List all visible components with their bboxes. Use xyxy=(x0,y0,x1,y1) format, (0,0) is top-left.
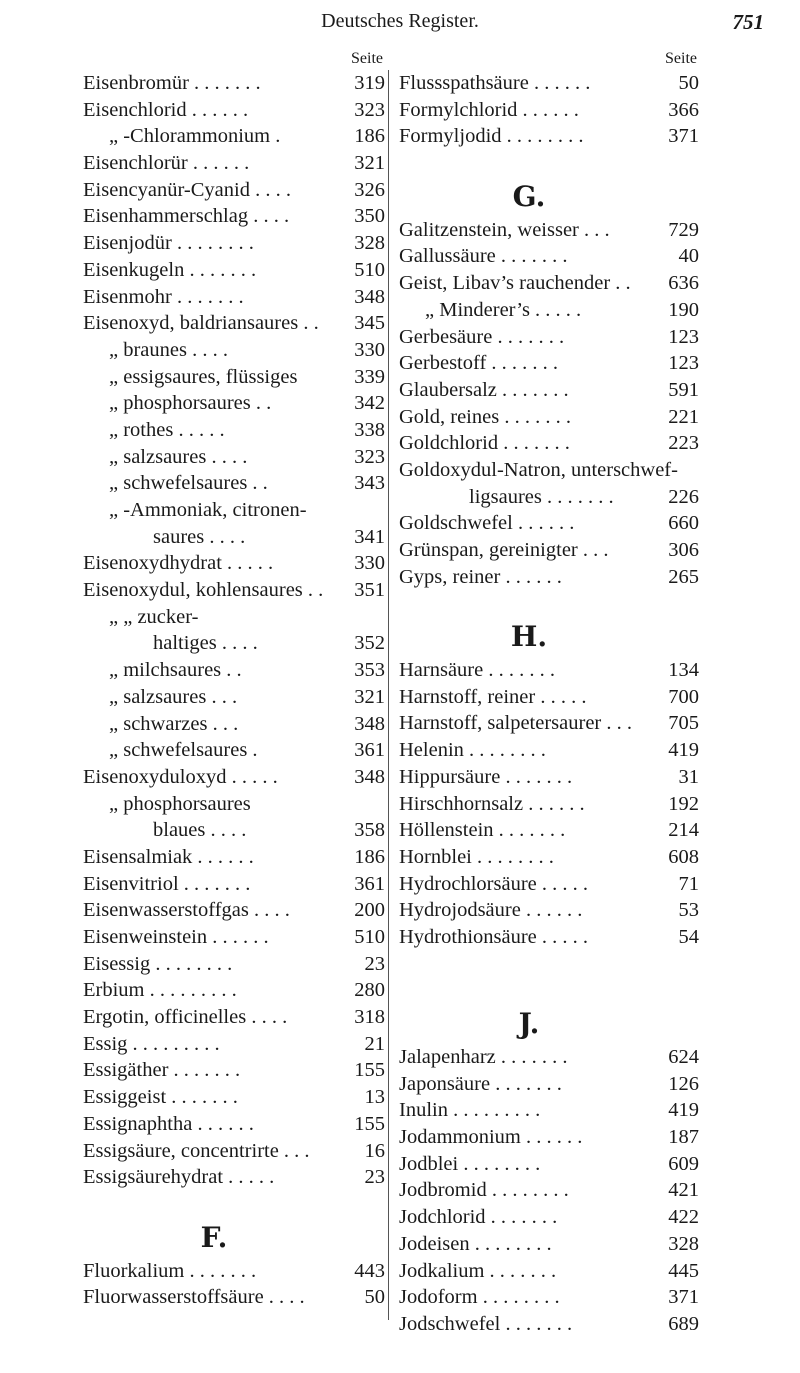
index-entry xyxy=(399,484,699,511)
right-entries xyxy=(399,70,699,1338)
entry-label: Essigsäure, concentrirte . . . xyxy=(83,1139,310,1162)
index-entry xyxy=(399,844,699,871)
entry-page: 186 xyxy=(354,125,385,148)
index-entry xyxy=(83,711,385,738)
index-entry xyxy=(399,1311,699,1338)
entry-label: „ essigsaures, flüssiges xyxy=(109,365,298,388)
entry-label: Hydrojodsäure . . . . . . xyxy=(399,899,583,922)
blank-line xyxy=(399,590,699,617)
entry-page: 353 xyxy=(354,659,385,682)
index-entry xyxy=(83,871,385,898)
entry-page: 23 xyxy=(364,1166,385,1189)
entry-label: Essignaphtha . . . . . . xyxy=(83,1112,254,1135)
entry-page: 350 xyxy=(354,205,385,228)
entry-page: 319 xyxy=(354,72,385,94)
entry-label: Eisessig . . . . . . . . xyxy=(83,952,233,975)
entry-page: 226 xyxy=(668,485,699,508)
entry-label: saures . . . . xyxy=(153,525,246,548)
entry-page: 318 xyxy=(354,1006,385,1029)
entry-label: „ braunes . . . . xyxy=(109,338,228,361)
entry-label: Harnstoff, salpetersaurer . . . xyxy=(399,712,633,735)
entry-label: Harnstoff, reiner . . . . . xyxy=(399,685,587,708)
entry-page: 323 xyxy=(354,98,385,121)
index-entry xyxy=(399,791,699,818)
page-title: Deutsches Register. xyxy=(321,10,479,32)
index-entry xyxy=(83,150,385,177)
entry-label: Jodoform . . . . . . . . xyxy=(399,1286,560,1309)
entry-page: 729 xyxy=(668,218,699,241)
section-letter: F. xyxy=(200,1220,228,1254)
index-entry xyxy=(399,564,699,591)
index-entry xyxy=(83,97,385,124)
entry-label: Glaubersalz . . . . . . . xyxy=(399,378,569,401)
entry-label: „ milchsaures . . xyxy=(109,659,242,682)
entry-page: 330 xyxy=(354,552,385,575)
entry-label: Jodblei . . . . . . . . xyxy=(399,1152,541,1175)
index-entry xyxy=(83,337,385,364)
entry-label: Inulin . . . . . . . . . xyxy=(399,1099,541,1122)
entry-page: 609 xyxy=(668,1152,699,1175)
entry-label: Ergotin, officinelles . . . . xyxy=(83,1006,288,1029)
index-entry xyxy=(399,123,699,150)
index-entry xyxy=(83,417,385,444)
entry-label: Formylchlorid . . . . . . xyxy=(399,98,579,121)
index-entry xyxy=(399,764,699,791)
entry-page: 422 xyxy=(668,1206,699,1229)
section-letter: H. xyxy=(510,620,548,654)
index-entry xyxy=(83,1258,385,1285)
entry-label: Helenin . . . . . . . . xyxy=(399,739,546,762)
blank-line xyxy=(83,1191,385,1218)
entry-page: 371 xyxy=(668,125,699,148)
entry-label: „ rothes . . . . . xyxy=(109,418,225,441)
index-entry xyxy=(83,203,385,230)
entry-page: 342 xyxy=(354,392,385,415)
index-entry xyxy=(399,217,699,244)
index-entry xyxy=(83,444,385,471)
entry-label: Eisenoxydhydrat . . . . . xyxy=(83,552,274,575)
entry-label: Jodeisen . . . . . . . . xyxy=(399,1232,552,1255)
entry-page: 366 xyxy=(668,98,699,121)
entry-page: 445 xyxy=(668,1259,699,1282)
entry-label: Flussspathsäure . . . . . . xyxy=(399,72,591,94)
index-entry xyxy=(399,1231,699,1258)
index-entry xyxy=(399,1177,699,1204)
entry-label: Essiggeist . . . . . . . xyxy=(83,1086,238,1109)
entry-label: Eisenhammerschlag . . . . xyxy=(83,205,290,228)
entry-label: Fluorwasserstoffsäure . . . . xyxy=(83,1286,305,1309)
index-entry xyxy=(399,510,699,537)
entry-page: 510 xyxy=(354,926,385,948)
index-entry xyxy=(83,364,385,391)
entry-label: Eisenchlorid . . . . . . xyxy=(83,98,249,121)
entry-page: 328 xyxy=(354,232,385,255)
entry-label: „ schwarzes . . . xyxy=(109,712,239,735)
entry-label: Eisensalmiak . . . . . . xyxy=(83,845,254,868)
entry-page: 280 xyxy=(354,979,385,1002)
entry-label: „ schwefelsaures . . xyxy=(109,472,268,495)
entry-label: Jalapenharz . . . . . . . xyxy=(399,1046,568,1068)
index-entry xyxy=(83,657,385,684)
index-entry xyxy=(83,257,385,284)
index-entry xyxy=(399,1204,699,1231)
entry-page: 223 xyxy=(668,432,699,455)
entry-label: ligsaures . . . . . . . xyxy=(469,485,614,508)
entry-page: 705 xyxy=(668,712,699,735)
entry-page: 636 xyxy=(668,272,699,295)
entry-label: Erbium . . . . . . . . . xyxy=(83,979,237,1002)
index-entry xyxy=(83,684,385,711)
entry-page: 339 xyxy=(354,365,385,388)
index-entry xyxy=(83,1084,385,1111)
entry-label: Hornblei . . . . . . . . xyxy=(399,845,554,868)
entry-label: Geist, Libav’s rauchender . . xyxy=(399,272,631,295)
entry-label: Hydrothionsäure . . . . . xyxy=(399,925,589,948)
index-entry xyxy=(83,470,385,497)
entry-label: Jodkalium . . . . . . . xyxy=(399,1259,557,1282)
entry-label: Jodchlorid . . . . . . . xyxy=(399,1206,558,1229)
entry-page: 123 xyxy=(668,352,699,375)
entry-page: 352 xyxy=(354,632,385,655)
entry-label: Eisenmohr . . . . . . . xyxy=(83,285,244,308)
entry-page: 71 xyxy=(678,872,699,895)
entry-label: Eisenoxyd, baldriansaures . . xyxy=(83,312,319,335)
entry-label: Eisenoxydul, kohlensaures . . xyxy=(83,579,324,602)
entry-page: 338 xyxy=(354,418,385,441)
entry-page: 190 xyxy=(668,298,699,321)
blank-line xyxy=(399,977,699,1004)
index-entry xyxy=(399,457,699,484)
entry-page: 591 xyxy=(668,378,699,401)
entry-label: Jodammonium . . . . . . xyxy=(399,1126,583,1149)
index-entry xyxy=(399,871,699,898)
entry-label: Hippursäure . . . . . . . xyxy=(399,765,573,788)
index-entry xyxy=(399,737,699,764)
index-entry xyxy=(399,1151,699,1178)
entry-page: 689 xyxy=(668,1312,699,1335)
page-header xyxy=(0,10,800,46)
index-entry xyxy=(399,817,699,844)
entry-page: 187 xyxy=(668,1126,699,1149)
entry-label: Eisenweinstein . . . . . . xyxy=(83,926,269,948)
entry-page: 348 xyxy=(354,285,385,308)
index-entry xyxy=(83,524,385,551)
entry-label: „ -Ammoniak, citronen- xyxy=(109,499,307,521)
index-entry xyxy=(399,404,699,431)
entry-page: 510 xyxy=(354,258,385,281)
entry-page: 343 xyxy=(354,472,385,495)
entry-page: 371 xyxy=(668,1286,699,1309)
entry-label: Gold, reines . . . . . . . xyxy=(399,405,571,428)
entry-page: 348 xyxy=(354,712,385,735)
index-entry xyxy=(83,310,385,337)
entry-page: 361 xyxy=(354,872,385,895)
entry-page: 700 xyxy=(668,685,699,708)
index-entry xyxy=(83,1004,385,1031)
index-entry xyxy=(399,1044,699,1071)
index-entry xyxy=(83,1031,385,1058)
entry-label: Gerbestoff . . . . . . . xyxy=(399,352,559,375)
entry-label: Eisenvitriol . . . . . . . xyxy=(83,872,251,895)
index-entry xyxy=(83,70,385,97)
entry-label: „ phosphorsaures xyxy=(109,792,251,815)
entry-label: haltiges . . . . xyxy=(153,632,258,655)
index-entry xyxy=(399,430,699,457)
index-entry xyxy=(399,324,699,351)
entry-label: Grünspan, gereinigter . . . xyxy=(399,539,609,561)
entry-label: Gerbesäure . . . . . . . xyxy=(399,325,565,348)
index-entry xyxy=(399,270,699,297)
entry-label: Hirschhornsalz . . . . . . xyxy=(399,792,585,815)
index-entry xyxy=(83,817,385,844)
entry-page: 16 xyxy=(364,1139,385,1162)
entry-page: 265 xyxy=(668,565,699,588)
index-entry xyxy=(83,1111,385,1138)
index-entry xyxy=(399,243,699,270)
index-entry xyxy=(83,737,385,764)
entry-label: „ „ zucker- xyxy=(109,605,199,628)
entry-page: 361 xyxy=(354,739,385,762)
index-entry xyxy=(83,897,385,924)
entry-page: 624 xyxy=(668,1046,699,1068)
entry-label: Essigäther . . . . . . . xyxy=(83,1059,241,1082)
entry-page: 214 xyxy=(668,819,699,842)
entry-label: Harnsäure . . . . . . . xyxy=(399,659,555,682)
left-column xyxy=(83,48,385,1311)
index-entry xyxy=(399,537,699,564)
index-entry xyxy=(83,604,385,631)
entry-page: 155 xyxy=(354,1059,385,1082)
index-entry xyxy=(83,1138,385,1165)
entry-page: 608 xyxy=(668,845,699,868)
entry-page: 328 xyxy=(668,1232,699,1255)
entry-page: 126 xyxy=(668,1072,699,1095)
entry-page: 200 xyxy=(354,899,385,922)
index-entry xyxy=(399,710,699,737)
entry-label: „ phosphorsaures . . xyxy=(109,392,272,415)
entry-label: Gyps, reiner . . . . . . xyxy=(399,565,562,588)
entry-page: 13 xyxy=(364,1086,385,1109)
index-entry xyxy=(83,577,385,604)
index-entry xyxy=(83,977,385,1004)
entry-label: Formyljodid . . . . . . . . xyxy=(399,125,584,148)
entry-page: 21 xyxy=(364,1032,385,1055)
entry-label: „ Minderer’s . . . . . xyxy=(425,298,582,321)
entry-label: Eisenwasserstoffgas . . . . xyxy=(83,899,290,922)
index-entry xyxy=(83,230,385,257)
section-letter: J. xyxy=(518,1007,540,1040)
entry-label: Eisenoxyduloxyd . . . . . xyxy=(83,765,278,788)
index-entry xyxy=(399,897,699,924)
page-number: 751 xyxy=(732,10,764,34)
index-entry xyxy=(83,1164,385,1191)
entry-page: 134 xyxy=(668,659,699,682)
entry-label: Eisenbromür . . . . . . . xyxy=(83,72,261,94)
index-entry xyxy=(399,297,699,324)
index-entry xyxy=(399,1124,699,1151)
entry-label: Goldoxydul-Natron, unterschwef- xyxy=(399,458,678,481)
index-entry xyxy=(83,630,385,657)
entry-page: 326 xyxy=(354,178,385,201)
entry-page: 54 xyxy=(678,925,699,948)
index-entry xyxy=(83,924,385,951)
index-entry xyxy=(83,550,385,577)
index-entry xyxy=(399,1258,699,1285)
entry-label: blaues . . . . xyxy=(153,819,247,842)
index-entry xyxy=(399,1097,699,1124)
index-entry xyxy=(83,951,385,978)
entry-page: 40 xyxy=(678,245,699,268)
index-entry xyxy=(83,390,385,417)
entry-page: 321 xyxy=(354,685,385,708)
right-column xyxy=(399,48,699,1338)
blank-line xyxy=(399,951,699,978)
seite-label: Seite xyxy=(351,50,383,67)
entry-label: Eisenkugeln . . . . . . . xyxy=(83,258,257,281)
entry-page: 192 xyxy=(668,792,699,815)
entry-page: 53 xyxy=(678,899,699,922)
index-entry xyxy=(399,350,699,377)
index-entry xyxy=(83,123,385,150)
index-entry xyxy=(83,177,385,204)
entry-page: 50 xyxy=(364,1286,385,1309)
index-entry xyxy=(83,844,385,871)
entry-page: 421 xyxy=(668,1179,699,1202)
entry-page: 31 xyxy=(678,765,699,788)
entry-page: 443 xyxy=(354,1259,385,1282)
index-entry xyxy=(399,1071,699,1098)
entry-label: Essigsäurehydrat . . . . . xyxy=(83,1166,275,1189)
entry-page: 419 xyxy=(668,739,699,762)
entry-page: 221 xyxy=(668,405,699,428)
index-entry xyxy=(399,684,699,711)
entry-page: 351 xyxy=(354,579,385,602)
index-entry xyxy=(83,791,385,818)
entry-page: 660 xyxy=(668,512,699,535)
entry-page: 341 xyxy=(354,525,385,548)
index-entry xyxy=(399,1284,699,1311)
entry-label: Eisenchlorür . . . . . . xyxy=(83,152,250,175)
entry-page: 23 xyxy=(364,952,385,975)
entry-label: Jodbromid . . . . . . . . xyxy=(399,1179,569,1202)
entry-label: Japonsäure . . . . . . . xyxy=(399,1072,562,1095)
entry-page: 348 xyxy=(354,765,385,788)
entry-page: 123 xyxy=(668,325,699,348)
index-entry xyxy=(399,924,699,951)
entry-label: Eisenjodür . . . . . . . . xyxy=(83,232,254,255)
entry-page: 186 xyxy=(354,845,385,868)
section-letter: G. xyxy=(512,179,546,213)
index-entry xyxy=(83,1057,385,1084)
entry-page: 345 xyxy=(354,312,385,335)
index-entry xyxy=(83,764,385,791)
entry-page: 330 xyxy=(354,338,385,361)
entry-label: Gallussäure . . . . . . . xyxy=(399,245,568,268)
entry-label: Goldschwefel . . . . . . xyxy=(399,512,575,535)
entry-label: „ salzsaures . . . xyxy=(109,685,238,708)
index-entry xyxy=(83,284,385,311)
index-entry xyxy=(399,377,699,404)
index-entry xyxy=(399,97,699,124)
index-entry xyxy=(399,657,699,684)
entry-page: 323 xyxy=(354,445,385,468)
column-divider xyxy=(388,70,389,1320)
entry-label: Essig . . . . . . . . . xyxy=(83,1032,220,1055)
entry-label: Eisencyanür-Cyanid . . . . xyxy=(83,178,291,201)
seite-label: Seite xyxy=(665,50,697,67)
entry-label: „ schwefelsaures . xyxy=(109,739,258,762)
entry-label: Höllenstein . . . . . . . xyxy=(399,819,566,842)
entry-page: 358 xyxy=(354,819,385,842)
entry-page: 321 xyxy=(354,152,385,175)
entry-label: Fluorkalium . . . . . . . xyxy=(83,1259,257,1282)
index-entry xyxy=(399,70,699,97)
entry-label: Goldchlorid . . . . . . . xyxy=(399,432,570,455)
entry-page: 419 xyxy=(668,1099,699,1122)
entry-label: „ salzsaures . . . . xyxy=(109,445,248,468)
blank-line xyxy=(399,150,699,177)
entry-label: Jodschwefel . . . . . . . xyxy=(399,1312,573,1335)
left-entries xyxy=(83,70,385,1311)
entry-page: 306 xyxy=(668,539,699,561)
index-entry xyxy=(83,497,385,524)
index-entry xyxy=(83,1284,385,1311)
entry-label: Galitzenstein, weisser . . . xyxy=(399,218,610,241)
entry-label: Hydrochlorsäure . . . . . xyxy=(399,872,589,895)
entry-label: „ -Chlorammonium . xyxy=(109,125,281,148)
entry-page: 50 xyxy=(678,72,699,94)
entry-page: 155 xyxy=(354,1112,385,1135)
